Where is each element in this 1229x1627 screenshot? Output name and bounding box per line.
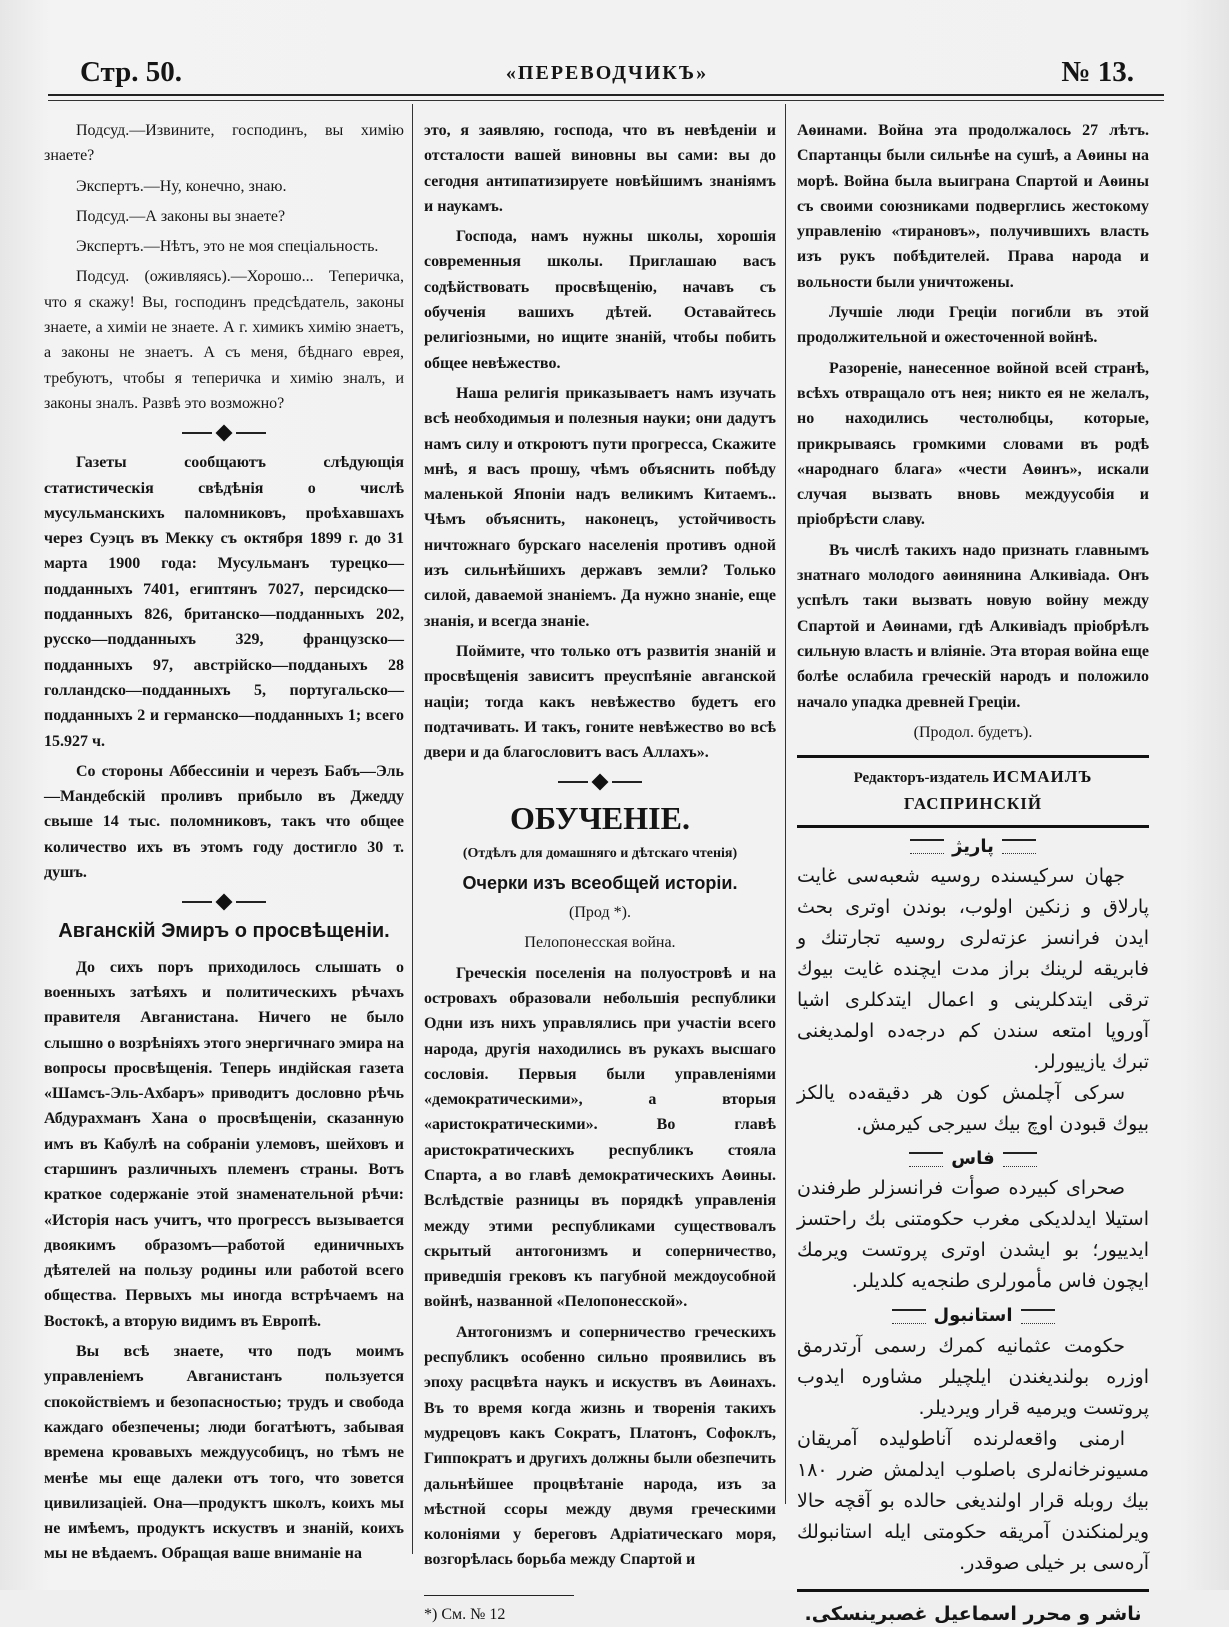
flourish-icon	[1003, 1152, 1037, 1167]
dialogue-line: Подсуд. (оживляясь).—Хорошо... Теперичка, что я скажу! Вы, господинъ предсѣдатель, законы знаете, а химіи не знаете. А г. химикъ химію знаетъ, а законы не знаетъ. А съ меня, бѣднаго еврея, требуютъ, чтобы я теперичка и химію зналъ, и законы зналъ. Развѣ это возможно?	[44, 268, 404, 412]
column-middle	[424, 118, 776, 1627]
essay-paragraph: Греческія поселенія на полуостровѣ и на островахъ образовали небольшія республики Одни изъ нихъ управлялись при участіи всего народа, другія находились въ рукахъ высшаго сословія. Первыя были управленіями «демократическими», а вторыя «аристократическими». Во главѣ аристократическихъ республикъ стояла Спарта, а во главѣ демократическихъ Аѳины. Вслѣдствіе разницы въ порядкѣ управленія между этими республиками существовалъ скрытый антогонизмъ и соперничество, приведшія грековъ къ пагубной междоусобной войнѣ, названной «Пелопонесской».	[424, 964, 776, 1311]
flourish-icon	[909, 1152, 943, 1167]
heading-text: استانبول	[933, 1305, 1013, 1327]
flourish-icon	[1021, 1309, 1055, 1324]
dialogue-line: Экспертъ.—Ну, конечно, знаю.	[76, 177, 287, 195]
ornament-divider	[44, 891, 404, 909]
column-divider	[412, 104, 413, 1554]
continuation-note: (Прод *).	[569, 904, 631, 922]
arabic-news-istanbul	[797, 1331, 1149, 1579]
divider-rule	[797, 1589, 1149, 1592]
to-be-continued: (Продол. будетъ).	[913, 723, 1033, 741]
section-heading-paris	[797, 834, 1149, 859]
editor-label: Редакторъ-издатель	[853, 770, 989, 787]
column-divider	[785, 104, 786, 1504]
issue-number: № 13.	[1061, 56, 1134, 88]
section-heading-istanbul	[797, 1303, 1149, 1328]
chapter-title: Пелопонесская война.	[524, 934, 676, 952]
article-paragraph: Господа, намъ нужны школы, хорошія современныя школы. Приглашаю васъ содѣйствовать просвѣщенію, начавъ съ обученія вашихъ дѣтей. Оставайтесь религіозными, но ищите знаній, чтобы побить общее невѣжество.	[424, 228, 776, 372]
section-title: ОБУЧЕНІЕ.	[510, 800, 690, 837]
article-paragraph: Наша религія приказываетъ намъ изучать всѣ необходимыя и полезныя науки; они дадутъ намъ силу и откроютъ пути прогресса, Скажите мнѣ, я васъ прошу, чѣмъ объяснить побѣду маленькой Японіи надъ великимъ Китаемъ.. Чѣмъ объяснить, наконецъ, устойчивость ничтожнаго бурскаго населенія противъ одной изъ сильнѣйшихъ державъ земли? Только силой, даваемой знаніемъ. Да нужно знаніе, еще знанія, и всегда знаніе.	[424, 384, 776, 630]
arabic-news-paris	[797, 861, 1149, 1140]
flourish-icon	[910, 839, 944, 854]
essay-paragraph: Лучшіе люди Греціи погибли въ этой продолжительной и ожесточенной войнѣ.	[797, 304, 1149, 347]
dialogue-line: Экспертъ.—Нѣтъ, это не моя спеціальность.	[76, 238, 379, 256]
column-right	[797, 118, 1149, 1627]
ornament-divider	[424, 771, 776, 789]
section-subtitle: (Отдѣлъ для домашняго и дѣтскаго чтенія)	[462, 846, 738, 862]
editor-name: ИСМАИЛЪ ГАСПРИНСКІЙ	[903, 767, 1093, 814]
article-paragraph: Вы всѣ знаете, что подъ моимъ управленіемъ Авганистанъ пользуется спокойствіемъ и безопасностью; трудъ и свобода каждаго обезпечены; люди богатѣютъ, забывая времена кровавыхъ междуусобицъ, но тѣмъ не менѣе мы еще далеки отъ того, что зовется цивилизаціей. Она—продуктъ школъ, коихъ мы не имѣемъ, продуктъ искуствъ и знаній, коихъ мы не вѣдаемъ. Обращая ваше вниманіе на	[44, 1343, 404, 1563]
masthead	[80, 52, 1134, 92]
dialogue-line: Подсуд.—Извините, господинъ, вы химію знаете?	[44, 122, 404, 165]
flourish-icon	[1002, 839, 1036, 854]
news-paragraph: Газеты сообщаютъ слѣдующія статистическія свѣдѣнія о числѣ мусульманскихъ паломниковъ, проѣхавшахъ через Суэцъ въ Мекку съ октября 1899 г. до 31 марта 1900 года: Мусульманъ турецко—подданныхъ 7401, египтянъ 7027, персидско—подданныхъ 826, британско—подданныхъ 202, русско—подданныхъ 329, французско—подданныхъ 97, австрійско—подданыхъ 28 голландско—подданныхъ 5, португальско—подданныхъ 2 и германско—подданныхъ 1; всего 15.927 ч.	[44, 454, 404, 750]
footnote-rule	[424, 1595, 574, 1596]
heading-text: فاس	[951, 1148, 995, 1170]
essay-paragraph: Антогонизмъ и соперничество греческихъ республикъ особенно сильно проявились въ эпоху расцвѣта наукъ и искуствъ въ Аѳинахъ. Въ то время когда жизнь и творенія такихъ мудрецовъ какъ Сократъ, Платонъ, Софоклъ, Гиппократъ и другихъ должны были обезпечить дальнѣйшее процвѣтаніе народа, изъ за мѣстной ссоры между двумя греческими колоніями у береговъ Адріатическаго моря, возгорѣлась борьба между Спартой и	[424, 1323, 776, 1569]
divider-rule	[797, 755, 1149, 758]
arabic-paragraph: ارمنی واقعه‌لرنده آناطولیده آمریقان مسیونرخانه‌لری باصلوب ایدلمش ضرر ۱۸۰ بیك روبله قرار اولندیغی حالده بو آقچه حالا ویرلمنکندن آمریقه حکومتی ایله استانبولك آره‌سی بر خیلی صوقدر.	[797, 1427, 1149, 1574]
arabic-paragraph: صحرای کبیرده صوأت فرانسزلر طرفندن استیلا ایدلدیکی مغرب حکومتنی بك راحتسز ایدییور؛ بو ایشدن اوتری پروتست ویرمك ایچون فاس مأمورلری طنجه‌یه کلدیلر.	[797, 1177, 1149, 1293]
column-left	[44, 118, 404, 1572]
flourish-icon	[892, 1309, 926, 1324]
dialogue-line: Подсуд.—А законы вы знаете?	[76, 207, 286, 225]
news-paragraph: Со стороны Аббессиніи и черезъ Бабъ—Эль—Мандебскій проливъ прибыло въ Джедду свыше 14 тыс. поломниковъ, такъ что общее количество ихъ въ этомъ году достигло 30 т. душъ.	[44, 762, 404, 882]
essay-paragraph: Аѳинами. Война эта продолжалось 27 лѣтъ. Спартанцы были сильнѣе на сушѣ, а Аѳины на морѣ. Война была выиграна Спартой и Аѳины съ своими союзниками подверглись жестокому управленію «тирановъ», получившихъ власть изъ рукъ побѣдителей. Права народа и вольности были уничтожены.	[797, 122, 1149, 291]
article-paragraph: это, я заявляю, господа, что въ невѣденіи и отсталости вашей виновны вы сами: вы до сегодня антипатизируете новѣйшимъ знаніямъ и наукамъ.	[424, 122, 776, 215]
ornament-divider	[44, 422, 404, 440]
arabic-news-fez	[797, 1173, 1149, 1297]
section-heading-fez	[797, 1146, 1149, 1171]
header-rule-thin	[48, 100, 1164, 101]
article-paragraph: Поймите, что только отъ развитія знаній и просвѣщенія зависитъ преуспѣяніе авганской націи; тогда какъ невѣжество будетъ его подтачивать. И такъ, гоните невѣжество во всѣ двери и да благословитъ васъ Аллахъ».	[424, 642, 776, 762]
arabic-paragraph: جهان سرکیسنده روسیه شعبه‌سی غایت پارلاق و زنکین اولوب، بوندن اوتری بحث ایدن فرانسز عزته‌لری روسیه تجارتنك و فابریقه لرینك براز مدت ایچنده غایت بیوك ترقی ایتدکلرینی و اعمال ایتدکلری اشیا آوروپا امتعه سندن کم درجه‌ده اولمدیغنی تبرك یازییورلر.	[797, 865, 1149, 1074]
arabic-paragraph: حکومت عثمانیه کمرك رسمی آرتدرمق اوزره بولندیغندن ایلچیلر مشاوره ایدوب پروتست ویرمیه قرار ویردیلر.	[797, 1334, 1149, 1419]
essay-paragraph: Разореніе, нанесенное войной всей странѣ, всѣхъ отвращало отъ нея; никто ея не желалъ, но находились честолюбцы, которые, прикрываясь громкими словами въ родѣ «народнаго блага» «чести Аѳинъ», искали случая вызвать вновь междуусобія и пріобрѣсти славу.	[797, 359, 1149, 529]
essay-paragraph: Въ числѣ такихъ надо признать главнымъ знатнаго молодого аѳинянина Алкивіада. Онъ успѣлъ таки вызвать новую войну между Спартой и Аѳинами, гдѣ Алкивіадъ пріобрѣлъ сильную власть и вліяніе. Эта вторая война еще болѣе ослабила греческій народъ и положило начало упадка древней Греціи.	[797, 541, 1149, 711]
arabic-paragraph: سرکی آچلمش کون هر دقیقه‌ده یالکز بیوك قبودن اوچ بیك سیرجی کیرمش.	[797, 1082, 1149, 1136]
heading-text: پاریژ	[952, 835, 994, 857]
publisher-line: ناشر و محرر اسماعیل غصبرینسکی.	[804, 1602, 1142, 1625]
newspaper-title: «ПЕРЕВОДЧИКЪ»	[505, 62, 709, 84]
article-paragraph: До сихъ поръ приходилось слышать о военныхъ затѣяхъ и политическихъ рѣчахъ правителя Авганистана. Ничего не было слышно о возрѣніяхъ этого энергичнаго эмира на вопросы просвѣщенія. Теперь индійская газета «Шамсъ-Эль-Ахбаръ» приводитъ дословно рѣчь Абдурахманъ Хана о просвѣщеніи, сказанную имъ въ Кабулѣ на собраніи улемовъ, шейховъ и старшинъ различныхъ племенъ страны. Вотъ краткое содержаніе этой знаменательной рѣчи: «Исторія насъ учитъ, что прогрессъ вызывается двоякимъ образомъ—работой единичныхъ дѣятелей на пользу родины или работой всего общества. Первыхъ мы иногда встрѣчаемъ на Востокѣ, а вторую видимъ въ Европѣ.	[44, 958, 404, 1330]
article-title: Авганскій Эмиръ о просвѣщеніи.	[58, 920, 390, 943]
essay-title: Очерки изъ всеобщей исторіи.	[462, 872, 738, 893]
page-number: Стр. 50.	[80, 56, 183, 88]
divider-rule	[797, 825, 1149, 828]
header-rule	[48, 94, 1164, 96]
editor-line	[797, 764, 1149, 819]
footnote: *) См. № 12	[424, 1605, 506, 1623]
